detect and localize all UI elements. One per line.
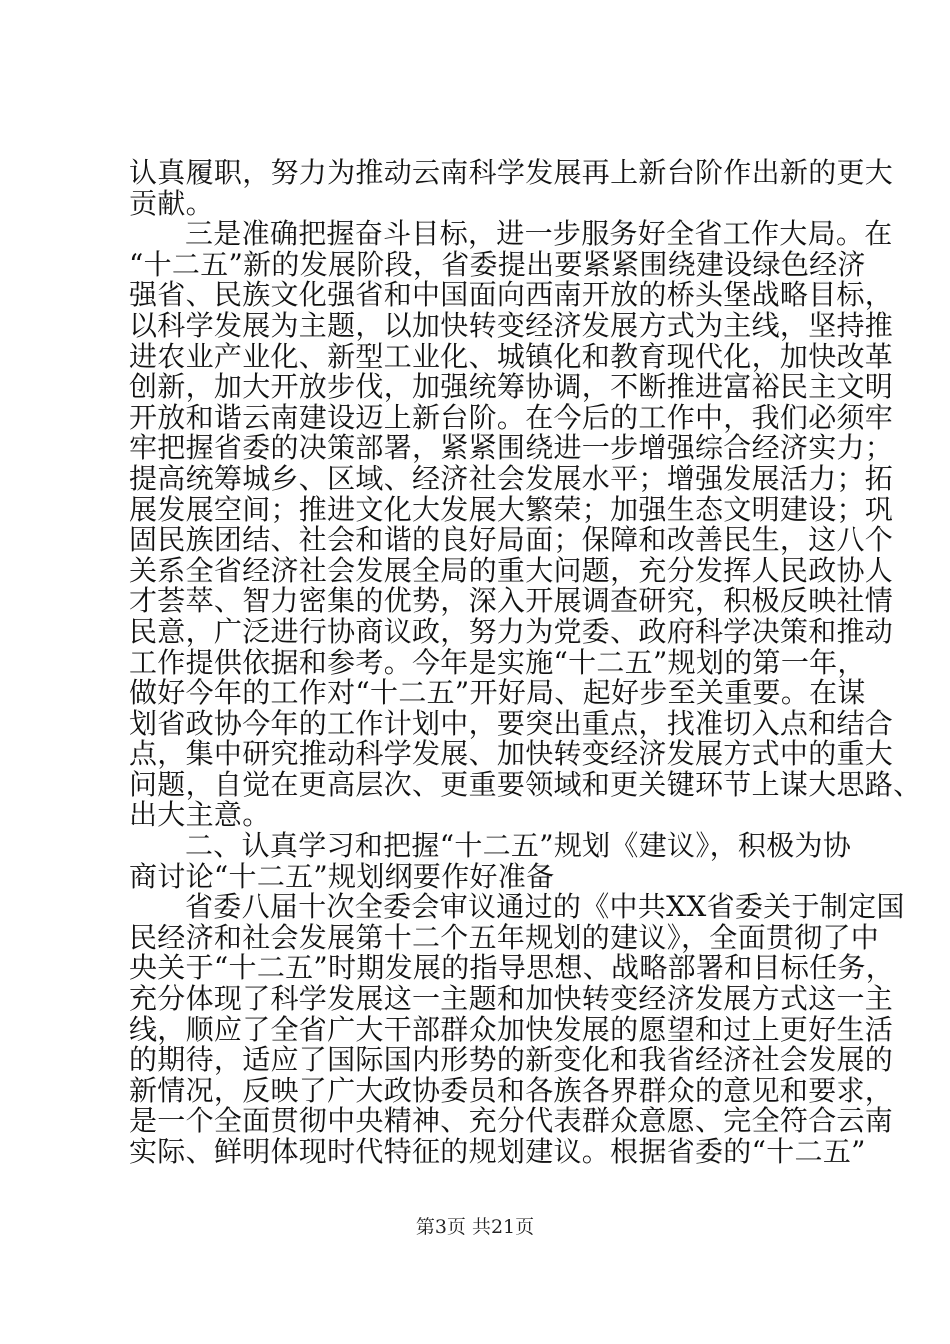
text-line: 省委八届十次全委会审议通过的《中共XX省委关于制定国 [185,890,905,924]
body-text [129,156,922,1168]
text-line: 二、认真学习和把握“十二五”规划《建议》，积极为协 [185,829,852,863]
text-line: 新情况，反映了广大政协委员和各族各界群众的意见和要求， [129,1073,894,1107]
text-line: 央关于“十二五”时期发展的指导思想、战略部署和目标任务， [129,951,895,985]
text-line: 认真履职，努力为推动云南科学发展再上新台阶作出新的更大 [129,156,894,189]
text-line: 关系全省经济社会发展全局的重大问题，充分发挥人民政协人 [129,553,894,587]
text-line: 实际、鲜明体现时代特征的规划建议。根据省委的“十二五” [129,1135,866,1168]
text-line: 以科学发展为主题，以加快转变经济发展方式为主线，坚持推 [129,308,894,342]
text-line: 线，顺应了全省广大干部群众加快发展的愿望和过上更好生活 [129,1012,894,1046]
text-line: 贡献。 [129,186,214,220]
text-line: 工作提供依据和参考。今年是实施“十二五”规划的第一年， [129,645,866,679]
text-line: 点，集中研究推动科学发展、加快转变经济发展方式中的重大 [129,737,894,771]
text-line: 做好今年的工作对“十二五”开好局、起好步至关重要。在谋 [129,676,866,710]
text-line: 三是准确把握奋斗目标，进一步服务好全省工作大局。在 [185,217,893,251]
text-line: 充分体现了科学发展这一主题和加快转变经济发展方式这一主 [129,982,894,1016]
text-line: 牢把握省委的决策部署，紧紧围绕进一步增强综合经济实力； [129,431,894,465]
text-line: 开放和谐云南建设迈上新台阶。在今后的工作中，我们必须牢 [129,400,894,434]
text-line: 商讨论“十二五”规划纲要作好准备 [129,859,555,893]
text-line: 问题，自觉在更高层次、更重要领域和更关键环节上谋大思路、 [129,767,922,801]
text-line: 的期待，适应了国际国内形势的新变化和我省经济社会发展的 [129,1043,894,1077]
text-line: 划省政协今年的工作计划中，要突出重点，找准切入点和结合 [129,706,894,740]
text-line: 展发展空间；推进文化大发展大繁荣；加强生态文明建设；巩 [129,492,894,526]
text-line: 民意，广泛进行协商议政，努力为党委、政府科学决策和推动 [129,614,894,648]
text-line: 强省、民族文化强省和中国面向西南开放的桥头堡战略目标， [129,278,894,312]
page-footer: 第3页 共21页 [415,1216,535,1238]
text-line: 固民族团结、社会和谐的良好局面；保障和改善民生，这八个 [129,523,894,557]
text-line: 民经济和社会发展第十二个五年规划的建议》，全面贯彻了中 [129,920,880,954]
text-line: 创新，加大开放步伐，加强统筹协调，不断推进富裕民主文明 [129,370,894,404]
text-line: 才荟萃、智力密集的优势，深入开展调查研究，积极反映社情 [129,584,894,618]
text-line: 是一个全面贯彻中央精神、充分代表群众意愿、完全符合云南 [129,1104,894,1138]
text-line: 提高统筹城乡、区域、经济社会发展水平；增强发展活力；拓 [129,461,894,495]
text-line: 出大主意。 [129,798,271,832]
text-line: “十二五”新的发展阶段，省委提出要紧紧围绕建设绿色经济 [129,247,866,281]
text-line: 进农业产业化、新型工业化、城镇化和教育现代化，加快改革 [129,339,894,373]
